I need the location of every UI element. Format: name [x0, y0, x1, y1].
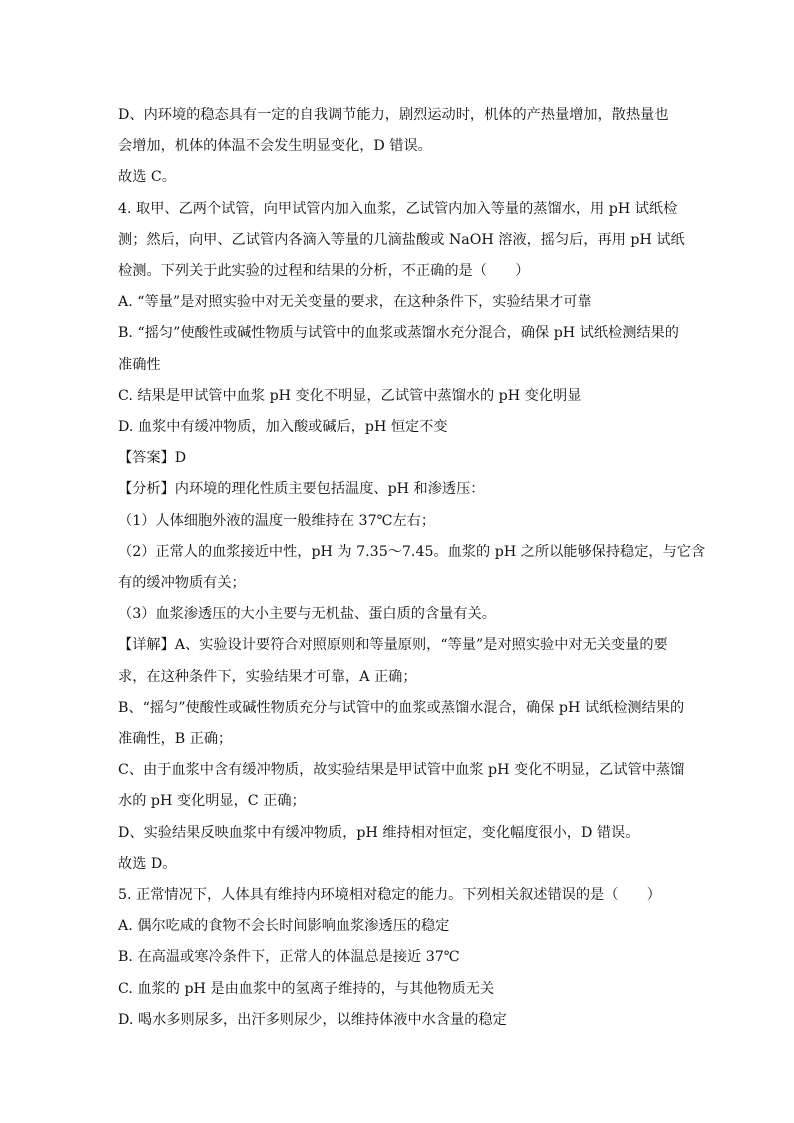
text-line: 准确性，B 正确； [118, 731, 233, 748]
text-line: C、由于血浆中含有缓冲物质，故实验结果是甲试管中血浆 pH 变化不明显，乙试管中蒸馏 [118, 762, 685, 779]
analysis-label: 【分析】内环境的理化性质主要包括温度、pH 和渗透压： [118, 481, 485, 498]
text-line: 测；然后，向甲、乙试管内各滴入等量的几滴盐酸或 NaOH 溶液，摇匀后，再用 pH 试纸 [118, 231, 685, 248]
option-c: C. 结果是甲试管中血浆 pH 变化不明显，乙试管中蒸馏水的 pH 变化明显 [118, 387, 582, 404]
question-5-stem: 5. 正常情况下，人体具有维持内环境相对稳定的能力。下列相关叙述错误的是（ ） [118, 887, 661, 904]
option-a: A. “等量”是对照实验中对无关变量的要求，在这种条件下，实验结果才可靠 [118, 294, 592, 311]
option-d: D. 血浆中有缓冲物质，加入酸或碱后，pH 恒定不变 [118, 419, 448, 436]
option-b: B. “摇匀”使酸性或碱性物质与试管中的血浆或蒸馏水充分混合，确保 pH 试纸检测结果的 [118, 325, 679, 342]
option-b: B. 在高温或寒冷条件下，正常人的体温总是接近 37℃ [118, 949, 460, 966]
text-line: 准确性 [118, 356, 161, 373]
text-line: （3）血浆渗透压的大小主要与无机盐、蛋白质的含量有关。 [118, 606, 496, 623]
option-d: D. 喝水多则尿多，出汗多则尿少，以维持体液中水含量的稳定 [118, 1011, 507, 1028]
text-line: （2）正常人的血浆接近中性，pH 为 7.35～7.45。血浆的 pH 之所以能够保持稳定，与它含 [118, 543, 706, 560]
text-line: 故选 D。 [118, 855, 177, 872]
text-line: 会增加，机体的体温不会发生明显变化，D 错误。 [118, 138, 432, 155]
text-line: 检测。下列关于此实验的过程和结果的分析，不正确的是（ ） [118, 263, 530, 280]
text-line: D、实验结果反映血浆中有缓冲物质，pH 维持相对恒定，变化幅度很小，D 错误。 [118, 824, 640, 841]
explanation-label: 【详解】A、实验设计要符合对照原则和等量原则，“等量”是对照实验中对无关变量的要 [118, 637, 668, 654]
answer-label: 【答案】D [118, 450, 187, 467]
text-line: （1）人体细胞外液的温度一般维持在 37℃左右； [118, 512, 436, 529]
text-line: 有的缓冲物质有关； [118, 575, 246, 592]
question-4-stem: 4. 取甲、乙两个试管，向甲试管内加入血浆，乙试管内加入等量的蒸馏水，用 pH 试纸检 [118, 200, 678, 217]
option-c: C. 血浆的 pH 是由血浆中的氢离子维持的，与其他物质无关 [118, 980, 495, 997]
text-line: 求，在这种条件下，实验结果才可靠，A 正确； [118, 668, 417, 685]
text-line: D、内环境的稳态具有一定的自我调节能力，剧烈运动时，机体的产热量增加，散热量也 [118, 107, 669, 123]
text-line: 水的 pH 变化明显，C 正确； [118, 793, 306, 810]
text-line: 故选 C。 [118, 169, 176, 186]
text-line: B、“摇匀”使酸性或碱性物质充分与试管中的血浆或蒸馏水混合，确保 pH 试纸检测结果的 [118, 699, 685, 716]
option-a: A. 偶尔吃咸的食物不会长时间影响血浆渗透压的稳定 [118, 918, 450, 935]
document-body [118, 100, 706, 1036]
